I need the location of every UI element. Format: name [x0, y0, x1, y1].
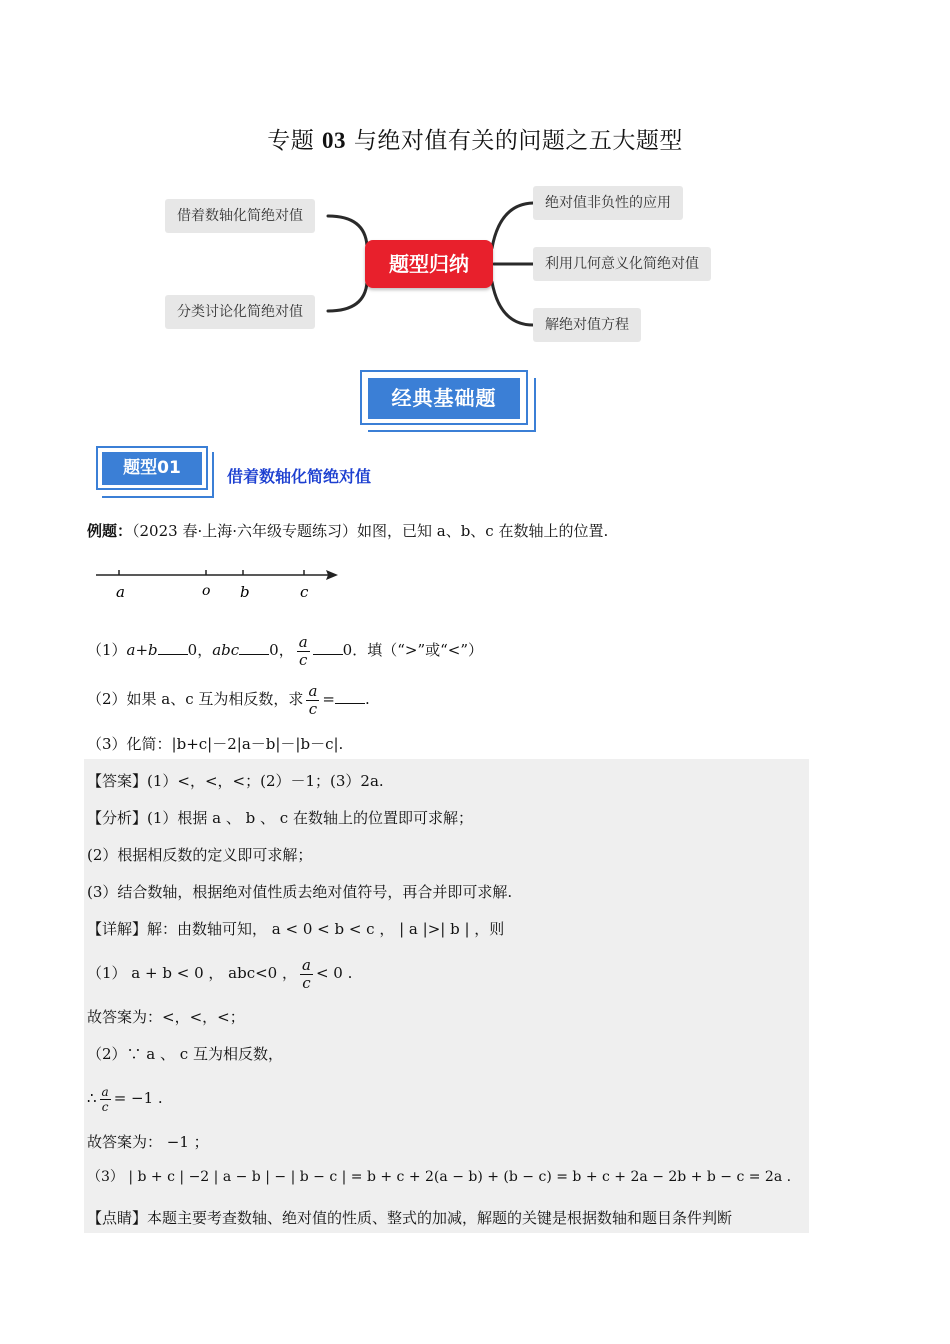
- section-banner-label: 经典基础题: [368, 378, 520, 419]
- example-line: [87, 520, 608, 541]
- analysis-line-2: (2）根据相反数的定义即可求解；: [87, 846, 313, 864]
- detail-q1-tail: < 0 .: [315, 964, 353, 982]
- nl-label-a: a: [116, 583, 125, 601]
- detail-q1-text: （1） a + b < 0 ， abc<0 ，: [87, 964, 297, 982]
- q1-expr2: abc: [212, 641, 240, 659]
- q1-blank-1: [158, 640, 188, 655]
- q2-text: （2）如果 a、c 互为相反数，求: [87, 690, 304, 708]
- q1-fraction: $\frac{a}{c}$: [298, 632, 308, 669]
- detail-line-5: [87, 1078, 163, 1118]
- title-number: 03: [322, 128, 346, 153]
- detail-line-7: （3） | b + c | −2 | a − b | − | b − c | = b + c + 2(a − b) + (b − c) = b + c + 2a − 2b + b − c = 2a .: [87, 1169, 792, 1185]
- q1-expr1: a+b: [126, 641, 158, 659]
- title-text: 与绝对值有关的问题之五大题型: [353, 128, 683, 154]
- section-banner: [360, 370, 536, 432]
- detail-q2-fraction: $\frac{a}{c}$: [101, 1084, 109, 1114]
- number-line: [92, 564, 352, 604]
- q1-number: （1）: [87, 641, 127, 659]
- mindmap-node-right-2: 利用几何意义化简绝对值: [533, 247, 711, 281]
- detail-line-6: 故答案为： −1 ；: [87, 1133, 209, 1151]
- analysis-line-3: (3）结合数轴，根据绝对值性质去绝对值符号，再合并即可求解.: [87, 883, 513, 901]
- mindmap-center: 题型归纳: [365, 240, 493, 288]
- answer-block: [84, 759, 809, 1233]
- therefore-sign: ∴: [87, 1089, 97, 1107]
- q1-blank-3: [313, 640, 343, 655]
- example-label: 例题：: [87, 522, 133, 540]
- nl-label-c: c: [300, 583, 309, 601]
- comment-line: 【点睛】本题主要考查数轴、绝对值的性质、整式的加减，解题的关键是根据数轴和题目条件判断: [87, 1209, 733, 1227]
- question-3: （3）化简：|b+c|－2|a－b|－|b－c|.: [87, 735, 344, 753]
- mindmap-node-right-1: 绝对值非负性的应用: [533, 186, 683, 220]
- q1-zero1: 0，: [187, 641, 213, 659]
- title-prefix: 专题: [267, 128, 315, 154]
- detail-line-4: （2）∵ a 、 c 互为相反数，: [87, 1045, 283, 1063]
- nl-label-b: b: [240, 583, 250, 601]
- example-text: （2023 春·上海·六年级专题练习）如图，已知 a、b、c 在数轴上的位置.: [132, 522, 609, 540]
- detail-q2-tail: = −1 .: [113, 1089, 163, 1107]
- q2-equals: =: [322, 690, 335, 708]
- q1-zero2: 0，: [269, 641, 294, 659]
- analysis-line-1: 【分析】(1）根据 a 、 b 、 c 在数轴上的位置即可求解；: [87, 809, 473, 827]
- q2-fraction: $\frac{a}{c}$: [308, 681, 318, 718]
- answer-line: 【答案】(1）<，<，<；(2）－1；(3）2a.: [87, 772, 384, 790]
- mindmap-node-left-1: 借着数轴化简绝对值: [165, 199, 315, 233]
- mindmap-node-right-3: 解绝对值方程: [533, 308, 641, 342]
- nl-label-o: o: [202, 583, 211, 599]
- type-badge: [96, 446, 214, 498]
- q1-blank-2: [239, 640, 269, 655]
- q2-period: .: [364, 690, 370, 708]
- detail-line-3: 故答案为：<，<，<；: [87, 1008, 245, 1026]
- type-badge-label: 题型01: [102, 452, 202, 485]
- detail-line-1: 【详解】解：由数轴可知， a < 0 < b < c ， | a |>| b | ，则: [87, 920, 505, 938]
- mindmap-node-left-2: 分类讨论化简绝对值: [165, 295, 315, 329]
- q2-blank: [335, 689, 365, 704]
- type-title: 借着数轴化简绝对值: [227, 467, 372, 486]
- question-2: [87, 679, 370, 719]
- q1-tail: 0．填（“>”或“<”）: [342, 641, 484, 659]
- question-1: [87, 630, 483, 670]
- detail-line-2: [87, 953, 352, 993]
- mindmap-connectors: [0, 0, 950, 360]
- detail-q1-fraction: $\frac{a}{c}$: [301, 955, 311, 992]
